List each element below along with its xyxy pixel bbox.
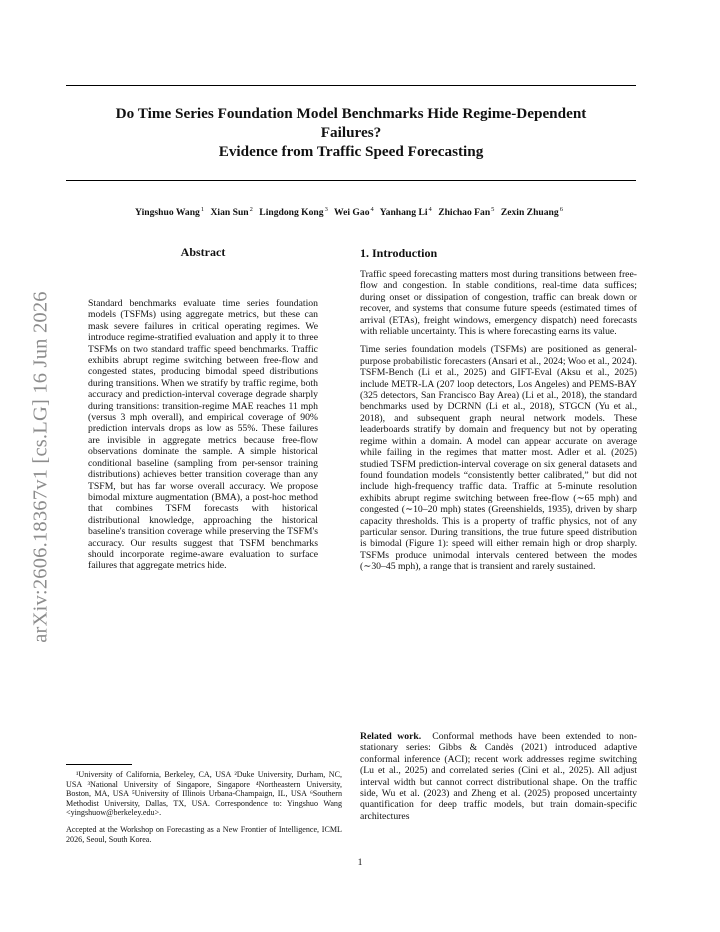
footnotes — [66, 770, 342, 851]
title-bottom-rule — [66, 180, 636, 181]
author: Zexin Zhuang$^6$ — [500, 206, 563, 219]
author: Yanhang Li$^4$ — [379, 206, 432, 219]
abstract-text: Standard benchmarks evaluate time series foundation models (TSFMs) using aggregate metrics, but these can mask severe failures in critical operating regimes. We introduce regime-stratified evaluation and apply it to three TSFMs on two standard traffic speed benchmarks. Traffic exhibits abrupt regime switching between free-flow and congested states, producing bimodal speed distributions during transitions. When we stratify by traffic regime, both accuracy and prediction-interval coverage degrade sharply during transitions: transition-regime MAE reaches 11 mph (versus 3 mph overall), and empirical coverage of 90% prediction intervals drops as low as 55%. These failures are invisible in aggregate metrics because free-flow observations dominate the sample. A simple historical conditional baseline (sampling from per-sensor training distributions) achieves better transition coverage than any TSFM, but has far worse overall accuracy. We propose bimodal mixture augmentation (BMA), a post-hoc method that combines TSFM forecasts with historical distributional knowledge, approaching the historical baseline's transition coverage while preserving the TSFM's accuracy. Our results suggest that TSFM benchmarks should incorporate regime-aware evaluation to surface failures that aggregate metrics hide. — [88, 298, 318, 572]
page-number: 1 — [357, 857, 363, 868]
author-list — [66, 206, 636, 218]
related-work-paragraph — [360, 731, 637, 822]
author: Wei Gao$^4$ — [334, 206, 374, 219]
paper-title — [66, 104, 636, 161]
footnote-rule — [66, 764, 132, 765]
introduction-heading: 1. Introduction — [360, 246, 438, 260]
related-work-label: Related work. — [360, 731, 422, 742]
author: Yingshuo Wang$^1$ — [135, 206, 205, 219]
intro-paragraph-2: Time series foundation models (TSFMs) are positioned as general-purpose probabilistic forecasters (Ansari et al., 2024; Woo et al., 2024). TSFM-Bench (Li et al., 2025) and GIFT-Eval (Aksu et al., 2025) include METR-LA (207 loop detectors, Los Angeles) and PEMS-BAY (325 detectors, San Francisco Bay Area) (Li et al., 2018), the standard benchmarks used by DCRNN (Li et al., 2018), STGCN (Yu et al., 2018), and subsequent graph neural network models. These leaderboards stratify by domain and frequency but not by operating regime within a domain. A model can appear accurate on average while failing in the regimes that matter most. Adler et al. (2025) studied TSFM prediction-interval coverage on six general datasets and found foundation models “consistently better calibrated,” but did not include high-frequency traffic data. Traffic at 5-minute resolution exhibits abrupt regime switching between free-flow (∼65 mph) and congested (∼10–20 mph) states (Greenshields, 1935), driven by sharp capacity thresholds. This is a property of traffic physics, not of any particular sensor. During transitions, the true future speed distribution is bimodal (Figure 1): speed will either remain high or drop sharply. TSFMs produce unimodal intervals centered between the modes (∼30–45 mph), a range that is transient and rarely sustained. — [360, 344, 637, 573]
title-line-2: Failures? — [320, 124, 382, 141]
venue-footnote: Accepted at the Workshop on Forecasting as a New Frontier of Intelligence, ICML 2026, Seoul, South Korea. — [66, 824, 342, 844]
author: Zhichao Fan$^5$ — [438, 206, 495, 219]
top-rule — [66, 85, 636, 86]
title-line-1: Do Time Series Foundation Model Benchmarks Hide Regime-Dependent — [115, 105, 587, 122]
title-line-3: Evidence from Traffic Speed Forecasting — [218, 143, 484, 160]
arxiv-stamp: arXiv:2606.18367v1 [cs.LG] 16 Jun 2026 — [29, 291, 52, 643]
introduction-body — [360, 269, 637, 580]
related-work-text: Conformal methods have been extended to non-stationary series: Gibbs & Candès (2021) introduced adaptive conformal inference (ACI); recent work addresses regime switching (Lu et al., 2025) and correlated series (Cini et al., 2025). All adjust interval width but cannot correct distributional shape. On the traffic side, Wu et al. (2023) and Zheng et al. (2025) proposed uncertainty quantification for deep traffic models, but train domain-specific architectures — [360, 731, 638, 822]
abstract-heading: Abstract — [180, 245, 226, 259]
abstract-section — [88, 245, 318, 260]
author: Lingdong Kong$^3$ — [259, 206, 328, 219]
intro-paragraph-1: Traffic speed forecasting matters most during transitions between free-flow and congestion. In stable conditions, real-time data suffices; during onset or dissipation of congestion, traffic can break down or recover, and systems that consume future speeds (estimated times of arrival (ETAs), freight windows, emergency dispatch) need forecasts with reliable uncertainty. This is where forecasting earns its value. — [360, 269, 637, 338]
affiliations-footnote: ¹University of California, Berkeley, CA, USA ²Duke University, Durham, NC, USA ³National University of Singapore, Singapore ⁴Northeastern University, Boston, MA, USA ⁵University of Illinois Urbana-Champaign, IL, USA ⁶Southern Methodist University, Dallas, TX, USA. Correspondence to: Yingshuo Wang <yingshuow@berkeley.edu>. — [66, 770, 342, 818]
author: Xian Sun$^2$ — [210, 206, 253, 219]
